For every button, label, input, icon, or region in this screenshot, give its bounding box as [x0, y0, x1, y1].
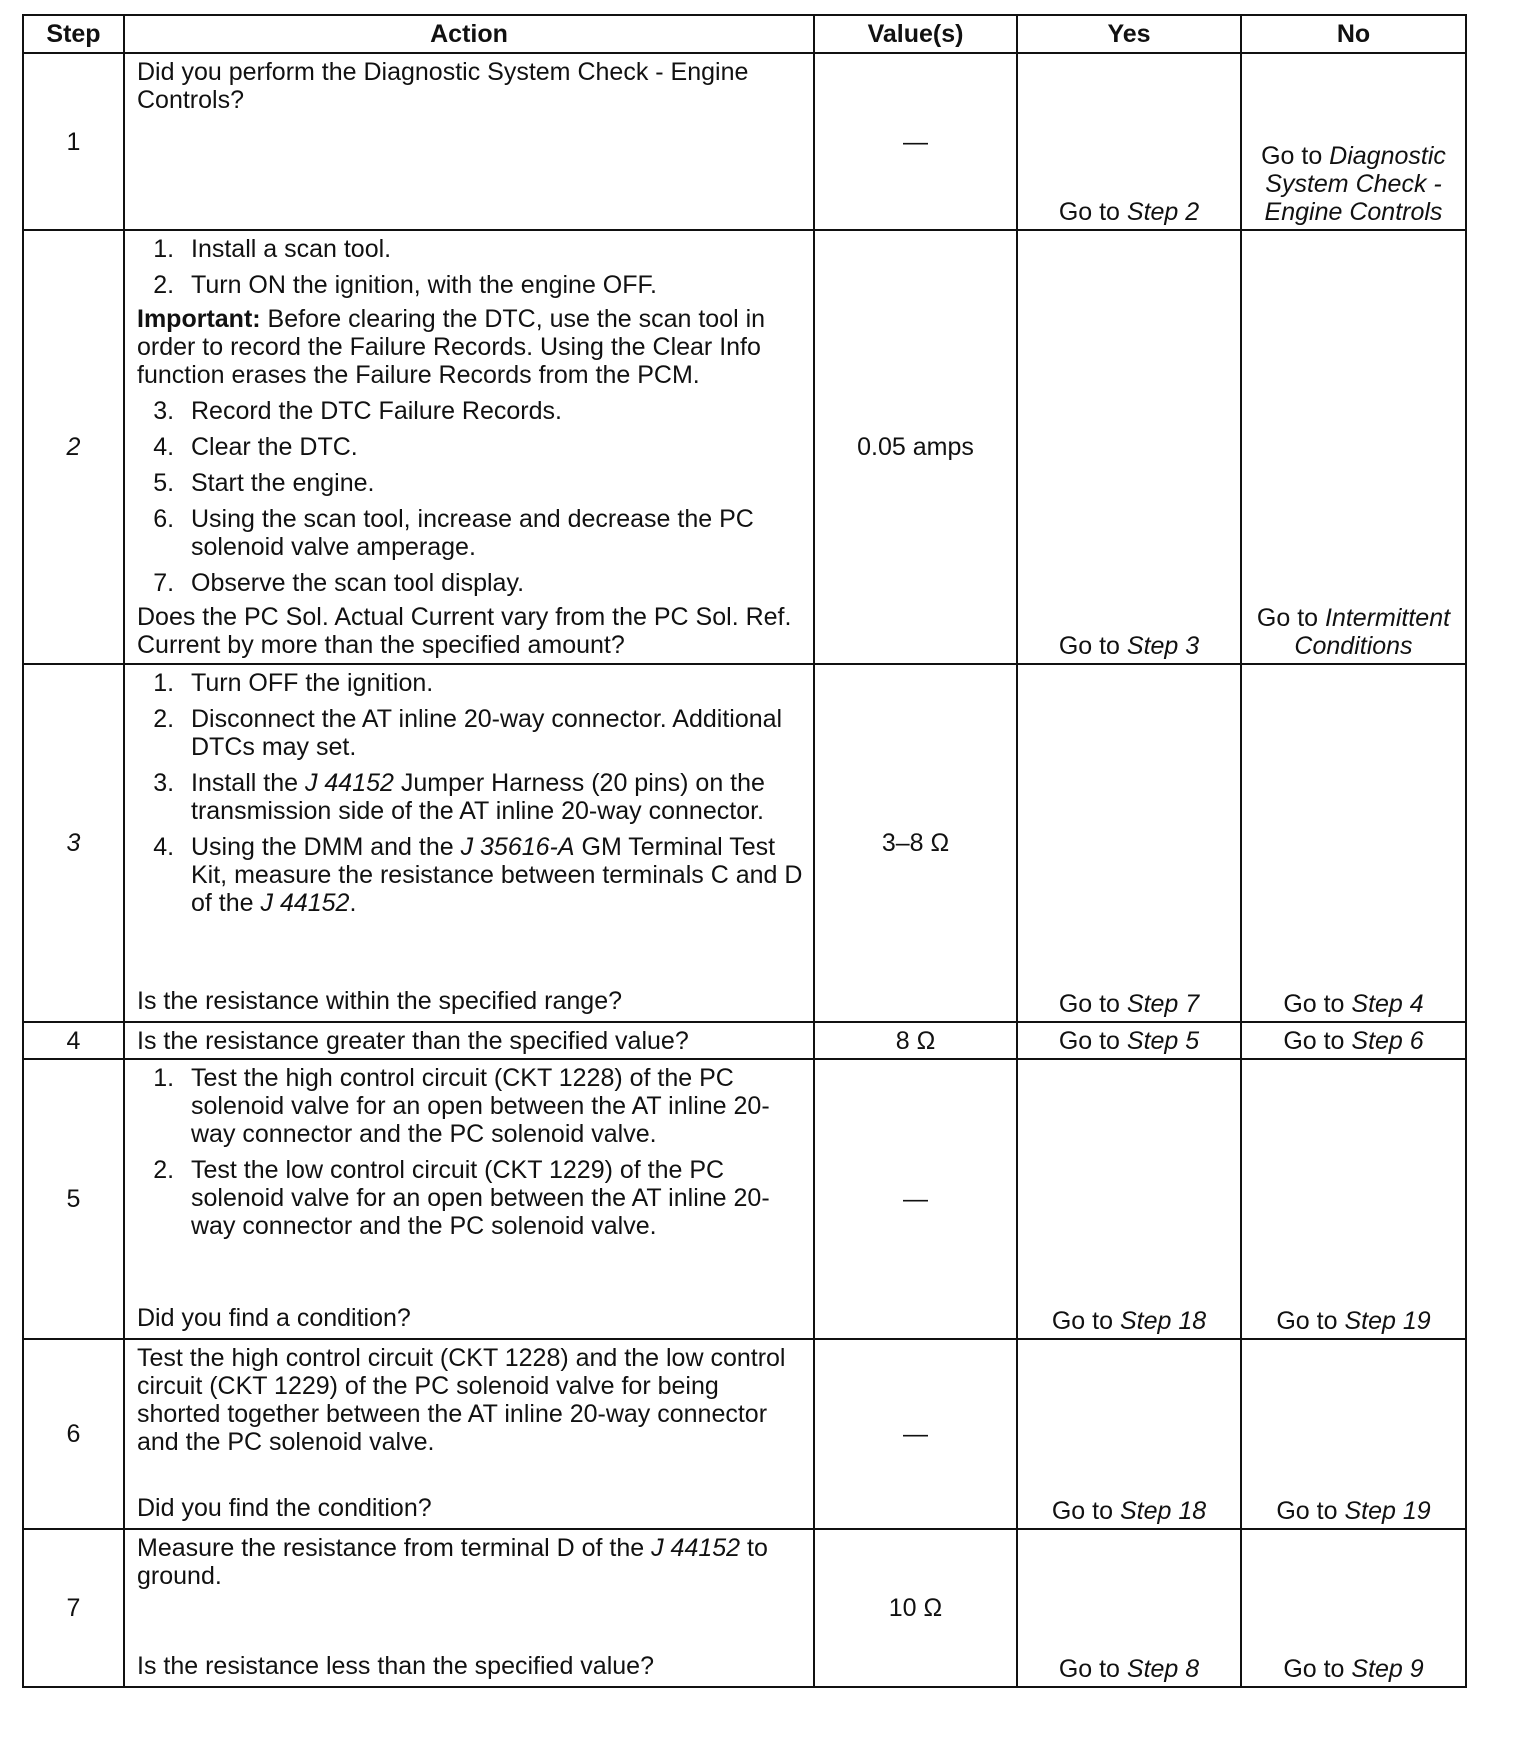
no-step-link[interactable]: Step 4 — [1351, 990, 1424, 1018]
value-cell: 8 Ω — [814, 1022, 1017, 1059]
header-action: Action — [124, 15, 814, 53]
no-prefix: Go to — [1256, 604, 1326, 632]
no-prefix: Go to — [1283, 1027, 1352, 1055]
no-cell — [1241, 53, 1466, 230]
yes-prefix: Go to — [1058, 632, 1127, 660]
table-row-step-5 — [23, 1059, 1466, 1339]
yes-step-link[interactable]: Step 2 — [1126, 198, 1200, 226]
yes-cell — [1017, 1339, 1241, 1529]
yes-step-link[interactable]: Step 7 — [1126, 990, 1200, 1018]
no-step-link[interactable]: Step 6 — [1351, 1027, 1424, 1055]
step-text: Jumper Harness (20 pins) on the transmission side of the AT inline 20-way connector. — [191, 769, 765, 825]
step-number: 7 — [23, 1529, 124, 1687]
value-cell: — — [814, 53, 1017, 230]
value-cell: — — [814, 1339, 1017, 1529]
step-text: GM Terminal Test Kit, measure the resistance between terminals C and D of the — [191, 833, 803, 917]
yes-prefix: Go to — [1058, 198, 1127, 226]
procedure-step: 6. Using the scan tool, increase and decrease the PC solenoid valve amperage. — [181, 505, 803, 561]
procedure-step: 5. Start the engine. — [181, 469, 803, 497]
step-text: Using the DMM and the — [191, 833, 461, 861]
yes-cell — [1017, 1529, 1241, 1687]
action-cell — [124, 1339, 814, 1529]
no-cell — [1241, 1529, 1466, 1687]
step-text: Measure the resistance from terminal D of the — [137, 1534, 652, 1562]
table-row-step-3 — [23, 664, 1466, 1022]
procedure-list — [137, 397, 803, 597]
tool-ref: J 44152 — [304, 769, 394, 797]
yes-prefix: Go to — [1058, 1655, 1127, 1683]
important-note — [137, 305, 803, 389]
step-number: 1 — [23, 53, 124, 230]
no-step-link[interactable]: Diagnostic System Check - Engine Controls — [1264, 142, 1446, 226]
yes-step-link[interactable]: Step 3 — [1126, 632, 1200, 660]
procedure-step: 1. Test the high control circuit (CKT 1228) of the PC solenoid valve for an open between the AT inline 20-way connector and the PC solenoid valve. — [181, 1064, 803, 1148]
diagnostic-table — [22, 14, 1467, 1688]
no-step-link[interactable]: Step 19 — [1344, 1497, 1431, 1525]
yes-cell — [1017, 664, 1241, 1022]
question-text: Did you find the condition? — [137, 1494, 432, 1522]
procedure-step — [181, 769, 803, 825]
tool-ref: J 44152 — [651, 1534, 741, 1562]
step-number: 5 — [23, 1059, 124, 1339]
procedure-step: 7. Observe the scan tool display. — [181, 569, 803, 597]
procedure-step: 1. Turn OFF the ignition. — [181, 669, 803, 697]
table-row-step-7 — [23, 1529, 1466, 1687]
step-number: 4 — [23, 1022, 124, 1059]
step-text: to ground. — [137, 1534, 768, 1590]
no-step-link[interactable]: Step 19 — [1344, 1307, 1431, 1335]
procedure-step — [181, 833, 803, 917]
no-step-link[interactable]: Step 9 — [1351, 1655, 1424, 1683]
no-cell — [1241, 1339, 1466, 1529]
header-values: Value(s) — [814, 15, 1017, 53]
yes-step-link[interactable]: Step 5 — [1126, 1027, 1200, 1055]
question-text: Does the PC Sol. Actual Current vary from the PC Sol. Ref. Current by more than the specified amount? — [137, 603, 792, 659]
important-text: Before clearing the DTC, use the scan tool in order to record the Failure Records. Using the Clear Info function erases the Failure Records from the PCM. — [137, 305, 766, 389]
tool-ref: J 35616-A — [460, 833, 575, 861]
action-cell — [124, 1529, 814, 1687]
no-cell — [1241, 230, 1466, 664]
action-text: Did you perform the Diagnostic System Check - Engine Controls? — [137, 58, 749, 114]
no-prefix: Go to — [1283, 990, 1352, 1018]
step-text: . — [349, 889, 357, 917]
yes-prefix: Go to — [1051, 1497, 1120, 1525]
header-yes: Yes — [1017, 15, 1241, 53]
value-cell: 10 Ω — [814, 1529, 1017, 1687]
procedure-step: 2. Disconnect the AT inline 20-way connector. Additional DTCs may set. — [181, 705, 803, 761]
yes-prefix: Go to — [1058, 990, 1127, 1018]
header-no: No — [1241, 15, 1466, 53]
header-step: Step — [23, 15, 124, 53]
yes-step-link[interactable]: Step 18 — [1119, 1497, 1207, 1525]
yes-cell — [1017, 1022, 1241, 1059]
procedure-list — [137, 235, 803, 299]
yes-cell — [1017, 230, 1241, 664]
action-cell — [124, 1022, 814, 1059]
no-cell — [1241, 1059, 1466, 1339]
procedure-step: 2. Test the low control circuit (CKT 1229) of the PC solenoid valve for an open between the AT inline 20-way connector and the PC solenoid valve. — [181, 1156, 803, 1240]
no-prefix: Go to — [1283, 1655, 1352, 1683]
table-row-step-2 — [23, 230, 1466, 664]
procedure-step: 2. Turn ON the ignition, with the engine OFF. — [181, 271, 803, 299]
yes-step-link[interactable]: Step 8 — [1126, 1655, 1200, 1683]
procedure-step: 3. Record the DTC Failure Records. — [181, 397, 803, 425]
procedure-step: 4. Clear the DTC. — [181, 433, 803, 461]
action-cell — [124, 230, 814, 664]
no-prefix: Go to — [1276, 1497, 1345, 1525]
no-cell — [1241, 664, 1466, 1022]
no-step-link[interactable]: Intermittent Conditions — [1294, 604, 1451, 660]
table-row-step-1 — [23, 53, 1466, 230]
procedure-step: 1. Install a scan tool. — [181, 235, 803, 263]
action-text — [137, 1534, 803, 1590]
step-number: 6 — [23, 1339, 124, 1529]
question-text: Is the resistance greater than the specified value? — [137, 1026, 689, 1055]
yes-prefix: Go to — [1051, 1307, 1120, 1335]
value-cell: 3–8 Ω — [814, 664, 1017, 1022]
question-text: Is the resistance less than the specified value? — [137, 1652, 654, 1680]
header-row — [23, 15, 1466, 53]
step-number: 2 — [23, 230, 124, 664]
tool-ref: J 44152 — [260, 889, 350, 917]
table-row-step-6 — [23, 1339, 1466, 1529]
action-text: Test the high control circuit (CKT 1228) and the low control circuit (CKT 1229) of the PC solenoid valve for being shorted together between the AT inline 20-way connector and the PC solenoid valve. — [137, 1344, 786, 1456]
table-row-step-4 — [23, 1022, 1466, 1059]
step-number: 3 — [23, 664, 124, 1022]
yes-prefix: Go to — [1058, 1027, 1127, 1055]
procedure-list — [137, 1064, 803, 1246]
action-cell — [124, 1059, 814, 1339]
important-label: Important: — [137, 305, 261, 333]
no-prefix: Go to — [1261, 142, 1330, 170]
yes-step-link[interactable]: Step 18 — [1119, 1307, 1207, 1335]
value-cell: 0.05 amps — [814, 230, 1017, 664]
no-prefix: Go to — [1276, 1307, 1345, 1335]
no-cell — [1241, 1022, 1466, 1059]
action-cell — [124, 664, 814, 1022]
question-text: Did you find a condition? — [137, 1304, 411, 1332]
yes-cell — [1017, 1059, 1241, 1339]
value-cell: — — [814, 1059, 1017, 1339]
action-cell — [124, 53, 814, 230]
question-text: Is the resistance within the specified range? — [137, 987, 622, 1015]
procedure-list — [137, 669, 803, 923]
step-text: Install the — [191, 769, 305, 797]
yes-cell — [1017, 53, 1241, 230]
